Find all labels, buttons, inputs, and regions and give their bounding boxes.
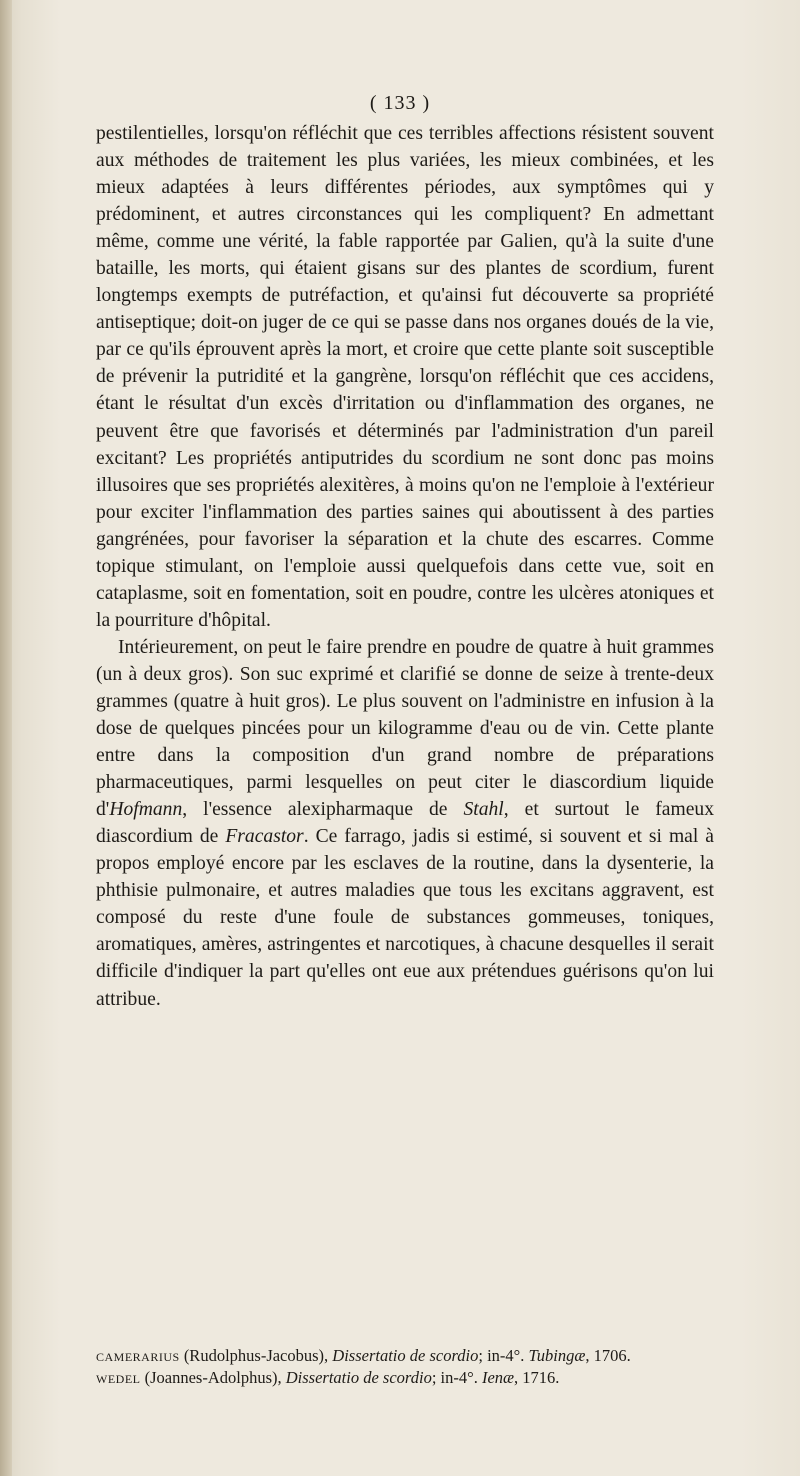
page-number: ( 133 ) bbox=[369, 92, 431, 114]
paragraph-2-part-2: , l'essence alexipharmaque de bbox=[182, 799, 464, 821]
paragraph-2-part-4: . Ce farrago, jadis si estimé, si souvent et si mal à propos employé encore par les esclaves de la routine, dans la dysenterie, la phthisie pulmonaire, et autres maladies que tous les excitans aggravent, est composé du reste d'une foule de substances gommeuses, toniques, aromatiques, amères, astringentes et narcotiques, à chacune desquelles il serait difficile d'indiquer la part qu'elles ont eue aux prétendues guérisons qu'on lui attribue. bbox=[96, 826, 714, 1010]
paragraph-2-part-3: , et surtout le fameux diascordium de bbox=[96, 799, 714, 848]
reference-work: Dissertatio de scordio bbox=[285, 1368, 432, 1387]
reference-place: Tubingæ bbox=[528, 1346, 586, 1365]
reference-year: , 1716. bbox=[514, 1368, 560, 1387]
reference-place: Ienæ bbox=[481, 1368, 515, 1387]
reference-format: ; in-4°. bbox=[478, 1346, 529, 1365]
name-stahl: Stahl bbox=[463, 799, 504, 821]
reference-work: Dissertatio de scordio bbox=[332, 1346, 479, 1365]
reference-author: wedel bbox=[96, 1368, 141, 1387]
reference-names: (Rudolphus-Jacobus), bbox=[179, 1346, 333, 1365]
bibliography bbox=[96, 1345, 726, 1389]
reference-author: camerarius bbox=[96, 1346, 180, 1365]
paragraph-1: pestilentielles, lorsqu'on réfléchit que ces terribles affections résistent souvent aux méthodes de traitement les plus variées, les mieux combinées, et les mieux adaptées à leurs différentes périodes, aux symptômes qui y prédominent, et autres circonstances qui les compliquent? En admettant même, comme une vérité, la fable rapportée par Galien, qu'à la suite d'une bataille, les morts, qui étaient gisans sur des plantes de scordium, furent longtemps exempts de putréfaction, et qu'ainsi fut découverte sa propriété antiseptique; doit-on juger de ce qui se passe dans nos organes doués de la vie, par ce qu'ils éprouvent après la mort, et croire que cette plante soit susceptible de prévenir la putridité et la gangrène, lorsqu'on réfléchit que ces accidens, étant le résultat d'un excès d'irritation ou d'inflammation des organes, ne peuvent être que favorisés et déterminés par l'administration d'un pareil excitant? Les propriétés antiputrides du scordium ne sont donc pas moins illusoires que ses propriétés alexitères, à moins qu'on ne l'emploie à l'extérieur pour exciter l'inflammation des parties saines qui aboutissent à des parties gangrénées, pour favoriser la séparation et la chute des escarres. Comme topique stimulant, on l'emploie aussi quelquefois dans cette vue, soit en cataplasme, soit en fomentation, soit en poudre, contre les ulcères atoniques et la pourriture d'hôpital. bbox=[96, 123, 714, 631]
reference-camerarius bbox=[96, 1345, 726, 1367]
name-hofmann: Hofmann bbox=[109, 799, 183, 821]
page-spine-shadow bbox=[0, 0, 12, 1476]
reference-names: (Joannes-Adolphus), bbox=[140, 1368, 286, 1387]
reference-year: , 1706. bbox=[585, 1346, 631, 1365]
reference-wedel bbox=[96, 1367, 726, 1389]
paragraph-2-part-1: Intérieurement, on peut le faire prendre en poudre de quatre à huit grammes (un à deux gros). Son suc exprimé et clarifié se donne de seize à trente-deux grammes (quatre à huit gros). Le plus souvent on l'administre en infusion à la dose de quelques pincées pour un kilogramme d'eau ou de vin. Cette plante entre dans la composition d'un grand nombre de préparations pharmaceutiques, parmi lesquelles on peut citer le diascordium liquide d' bbox=[96, 636, 714, 821]
reference-format: ; in-4°. bbox=[431, 1368, 482, 1387]
paragraph-2 bbox=[96, 634, 714, 1013]
body-text bbox=[96, 120, 714, 1013]
name-fracastor: Fracastor bbox=[225, 826, 304, 848]
